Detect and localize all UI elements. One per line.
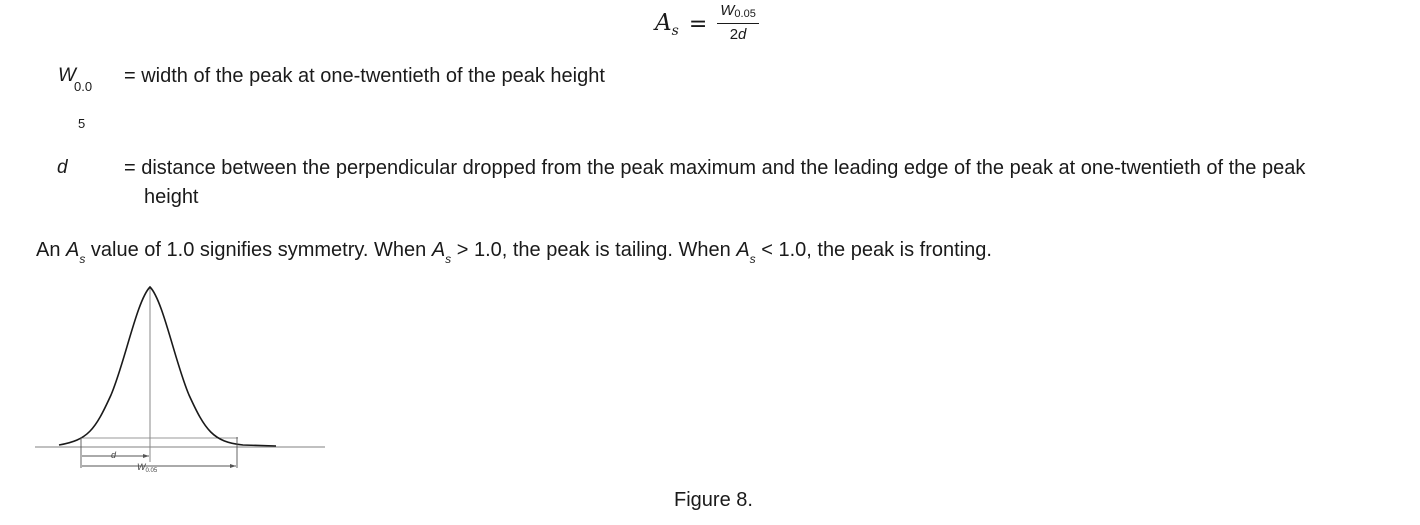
symmetry-paragraph <box>36 236 992 273</box>
formula-numerator <box>717 3 759 24</box>
paragraph-text-4: < 1.0, the peak is fronting. <box>755 239 992 261</box>
as-symbol-letter-1: A <box>66 239 80 261</box>
as-symbol-3 <box>736 239 756 266</box>
w-subscript-line2: 5 <box>78 116 86 131</box>
w-symbol: W <box>58 65 76 86</box>
w-subscript-line1: 0.0 <box>74 79 93 94</box>
w-definition: = width of the peak at one-twentieth of the peak height <box>124 65 605 87</box>
formula-denominator-coef: 2 <box>729 26 739 43</box>
w-arrow-icon <box>230 464 236 468</box>
d-definition <box>124 154 1409 212</box>
as-symbol-letter-2: A <box>431 239 446 261</box>
formula-fraction <box>717 3 759 45</box>
formula-denominator-symbol: d <box>738 26 747 43</box>
d-arrow-icon <box>143 454 149 458</box>
as-symbol-letter-3: A <box>736 239 750 261</box>
figure-w-subscript: 0.05 <box>145 468 158 474</box>
peak-figure <box>33 280 328 480</box>
as-symbol-sub-2: s <box>445 252 452 266</box>
formula-numerator-symbol: W <box>720 2 735 19</box>
formula-denominator <box>730 24 747 45</box>
d-definition-line2: height <box>144 186 199 208</box>
formula-equals: = <box>688 11 708 37</box>
formula-lhs-subscript: s <box>671 22 679 39</box>
as-symbol-2 <box>431 239 452 266</box>
paragraph-text-1: An <box>36 239 67 261</box>
formula-lhs-symbol: A <box>655 9 672 36</box>
formula-numerator-subscript: 0.05 <box>734 8 756 20</box>
d-symbol: d <box>57 157 68 178</box>
asymmetry-formula <box>655 0 759 48</box>
d-definition-line1: = distance between the perpendicular dropped from the peak maximum and the leading edge of the peak at one-twentieth of the peak <box>124 157 1306 179</box>
as-symbol-sub-3: s <box>749 252 756 266</box>
formula-lhs <box>655 10 679 39</box>
peak-curve <box>59 287 276 446</box>
figure-caption: Figure 8. <box>674 489 753 511</box>
figure-w-letter: W <box>137 462 146 472</box>
paragraph-text-3: > 1.0, the peak is tailing. When <box>451 239 737 261</box>
figure-d-label: d <box>111 450 117 460</box>
figure-w-label <box>137 462 158 474</box>
peak-diagram <box>33 280 328 480</box>
paragraph-text-2: value of 1.0 signifies symmetry. When <box>85 239 432 261</box>
as-symbol-sub-1: s <box>79 252 86 266</box>
as-symbol-1 <box>66 239 86 266</box>
